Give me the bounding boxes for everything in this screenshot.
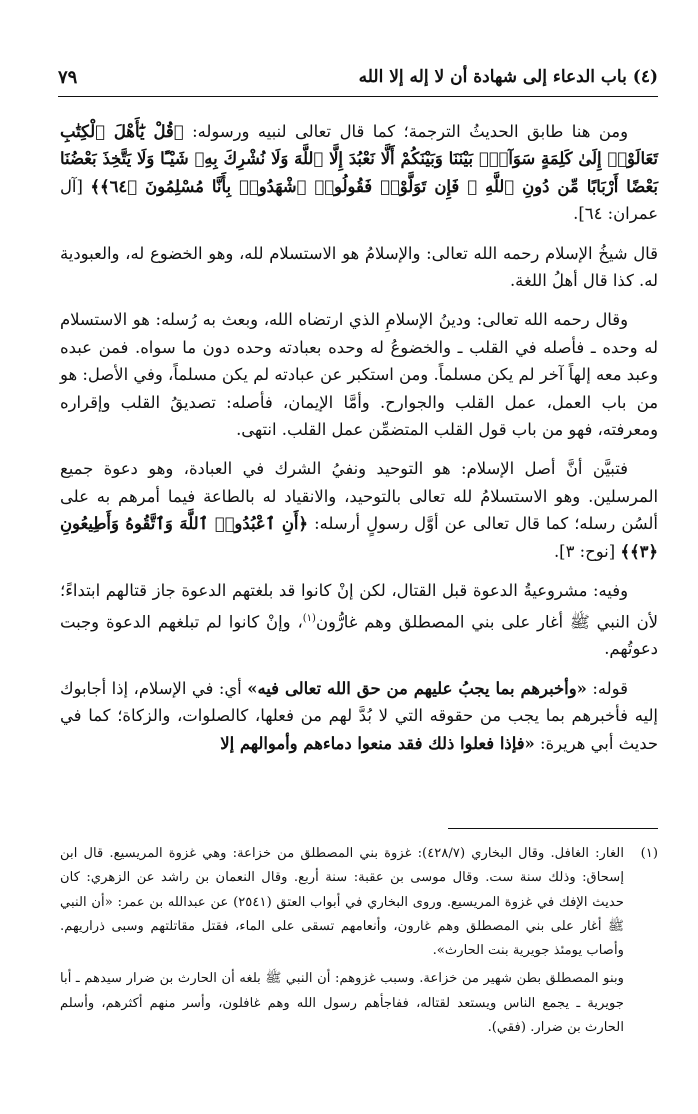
p5-text-b: أي: في الإسلام، إذا أجابوك إليه فأخبرهم بما يجب من حقوقه التي لا بُدَّ لهم من فعلها، كالصلوات، والزكاة؛ كما في حديث أبي هريرة: [60,678,658,753]
paragraph-1-continued: قال شيخُ الإسلام رحمه الله تعالى: والإسلامُ هو الاستسلام لله، وهو الخضوع له، والعبودية له. كذا قال أهلُ اللغة. [60,243,658,291]
p4-text-b: ، وإنْ كانوا لم تبلغهم الدعوة وجبت دعوتُهم. [60,611,658,659]
footnote-number: (١) [640,846,658,861]
quran-verse-nuh: ﴿أَنِ ٱعْبُدُوا۟ ٱللَّهَ وَٱتَّقُوهُ وَأَطِيعُونِ ﴿٣﴾﴾ [60,514,658,561]
p4-text-a: وفيه: مشروعيةُ الدعوة قبل القتال، لكن إنْ كانوا قد بلغتهم الدعوة جاز قتالهم ابتداءً؛ لأن النبي ﷺ أغار على بني المصطلق وهم غارُّون [60,581,659,631]
footnote-para-1: الغار: الغافل. وقال البخاري (٤٢٨/٧): غزوة بني المصطلق من خزاعة: وهي غزوة المريسيع. قال ابن إسحاق: وذلك سنة ست. وقال موسى بن عقبة: سنة أربع. وقال النعمان بن راشد عن الزهري: كان حديث الإفك في غزوة المريسيع. وروى البخاري في أبواب العتق (٢٥٤١) عن عبدالله بن عمر: «أن النبي ﷺ أغار على بني المصطلق وهم غارون، وأنعامهم تسقى على الماء، فقتل مقاتلتهم وسبى ذراريهم. وأصاب يومئذ جويرية بنت الحارث». [60,846,624,959]
hadith-quote-2: «فإذا فعلوا ذلك فقد منعوا دماءهم وأموالهم إلا [220,733,535,753]
paragraph-3 [60,455,658,565]
paragraph-4 [60,577,658,663]
footnotes [60,842,658,1044]
footnote-1 [60,842,658,1044]
paragraph-5 [60,675,658,757]
footnote-body [60,842,624,1044]
paragraph-1 [60,118,658,228]
footnote-para-2: وبنو المصطلق بطن شهير من خزاعة. وسبب غزوهم: أن النبي ﷺ بلغه أن الحارث بن ضرار سيدهم ـ أبا جويرية ـ يجمع الناس ويستعد لقتاله، ففاجأهم رسول الله وهم غافلون، وأسر منهم أكثرهم، وأسلم الحارث بن ضرار. (فقي). [60,971,624,1036]
paragraph-2: وقال رحمه الله تعالى: ودينُ الإسلامِ الذي ارتضاه الله، وبعث به رُسله: هو الاستسلام له وحده ـ فأصله في القلب ـ والخضوعُ له وحده بعبادته وحده دون ما سواه. فمن عبده وعبد معه إلهاً آخر لم يكن مسلماً. ومن استكبر عن عبادته لم يكن مسلماً، وفي الأصل: هو من باب العمل، عمل القلب والجوارح. وأمَّا الإيمان، فأصله: تصديقُ القلب وإقراره ومعرفته، فهو من باب قول القلب المتضمِّن عمل القلب. انتهى. [60,310,658,440]
verse-reference: [نوح: ٣]. [553,541,616,561]
page-number: ٧٩ [58,66,78,88]
verse-reference: [آل عمران: ٦٤]. [60,176,658,224]
quran-verse-al-imran: ﴿قُلْ يَٰٓأَهْلَ ٱلْكِتَٰبِ تَعَالَوْا۟ إِلَىٰ كَلِمَةٍ سَوَآءٍۭ بَيْنَنَا وَبَيْنَكُمْ أَلَّا نَعْبُدَ إِلَّا ٱللَّهَ وَلَا نُشْرِكَ بِهِۦ شَيْـًٔا وَلَا يَتَّخِذَ بَعْضُنَا بَعْضًا أَرْبَابًا مِّن دُونِ ٱللَّهِ ۚ فَإِن تَوَلَّوْا۟ فَقُولُوا۟ ٱشْهَدُوا۟ بِأَنَّا مُسْلِمُونَ ﴿٦٤﴾﴾ [60,122,658,196]
p5-text-a: قوله: [592,678,628,698]
p3-intro: فتبيَّن أنَّ أصل الإسلام: هو التوحيد ونفيُ الشرك في العبادة، وهو دعوة جميع المرسلين. وهو الاستسلامُ لله تعالى بالتوحيد، والانقياد له بالطاعة فيما أمرهم به على ألسُن رسله؛ كما قال تعالى عن أوَّل رسولٍ أرسله: [60,459,658,534]
chapter-title: (٤) باب الدعاء إلى شهادة أن لا إله إلا الله [358,67,658,87]
main-text [60,118,658,769]
footnote-divider [448,828,658,829]
running-header [58,58,658,97]
footnote-marker[interactable]: (١) [302,612,316,624]
hadith-quote-1: «وأخبرهم بما يجبُ عليهم من حق الله تعالى فيه» [247,678,587,698]
p1-intro: ومن هنا طابق الحديثُ الترجمة؛ كما قال تعالى لنبيه ورسوله: [192,122,628,141]
